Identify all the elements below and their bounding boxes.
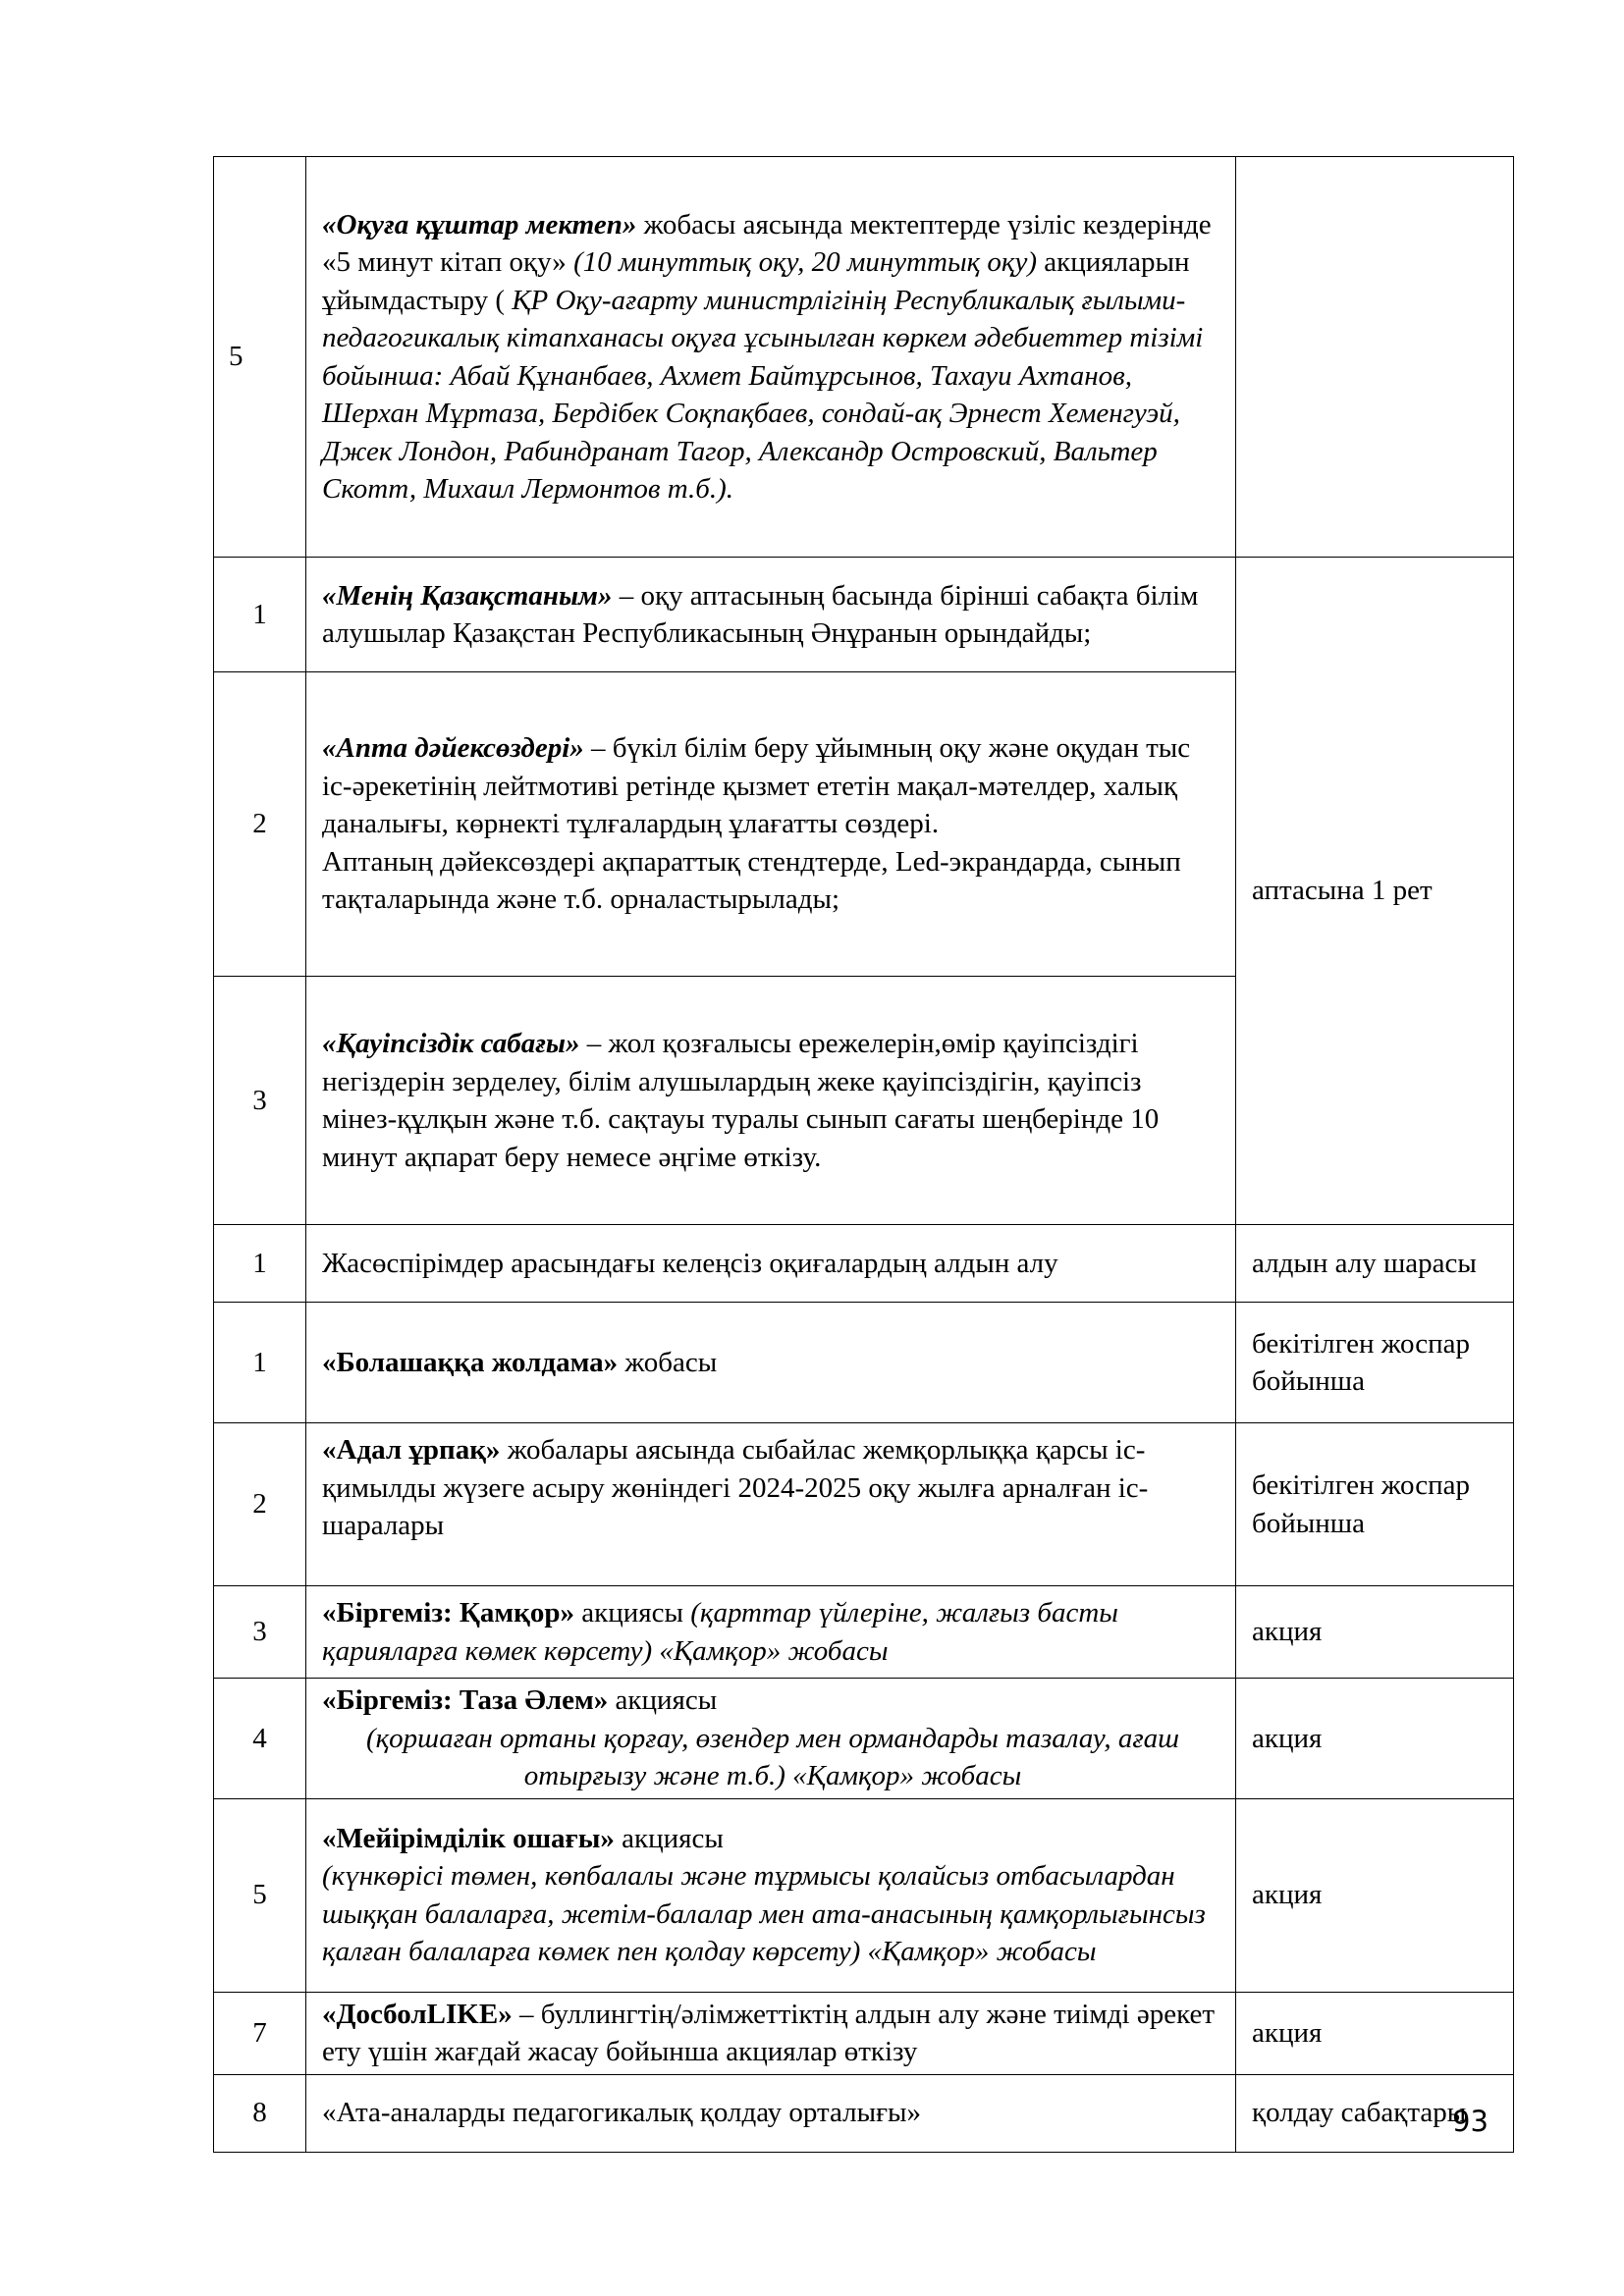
table-row [214,1586,1514,1679]
row-description [306,1679,1236,1799]
description-note: (10 минуттық оқу, 20 минуттық оқу) [573,246,1038,278]
description-text: жобасы аясында мектептерде үзіліс кездерінде «5 минут кітап оқу» [322,208,1212,278]
row-period: қолдау сабақтары [1236,2074,1514,2152]
row-period [1236,157,1514,558]
row-description [306,157,1236,558]
row-number: 4 [214,1679,306,1799]
row-number: 7 [214,1992,306,2074]
description-text: акцияларын ұйымдастыру ( [322,246,1190,316]
project-title: «Апта дәйексөздері» [322,732,584,765]
row-number: 3 [214,1586,306,1679]
activities-table [213,156,1514,2153]
description-text: жобалары аясында сыбайлас жемқорлыққа қарсы іс-қимылды жүзеге асыру жөніндегі 2024-2025 оқу жылға арналған іс-шаралары [322,1434,1149,1541]
description-note: ҚР Оқу-ағарту министрлігінің Республикалық ғылыми-педагогикалық кітапханасы оқуға ұсынылған көркем әдебиеттер тізімі бойынша: Абай Құнанбаев, Ахмет Байтұрсынов, Тахауи Ахтанов, Шерхан Мұртаза, Бердібек Соқпақбаев, сондай-ақ Эрнест Хеменгуэй, Джек Лондон, Рабиндранат Тагор, Александр Островский, Вальтер Скотт, Михаил Лермонтов т.б.). [322,284,1204,505]
row-period: бекітілген жоспар бойынша [1236,1423,1514,1586]
project-title: «Мейірімділік ошағы» [322,1822,615,1854]
row-description [306,1992,1236,2074]
row-description [306,558,1236,672]
description-text: «Ата-аналарды педагогикалық қолдау орталығы» [322,2097,922,2129]
row-description [306,1798,1236,1992]
row-number: 1 [214,1303,306,1423]
project-title: «Менің Қазақстаным» [322,579,613,612]
row-description [306,672,1236,977]
description-text: – бүкіл білім беру ұйымның оқу және оқудан тыс іс-әрекетінің лейтмотиві ретінде қызмет ететін мақал-мәтелдер, халық даналығы, көрнекті тұлғалардың ұлағатты сөздері. [322,732,1191,840]
description-text: акциясы [608,1684,718,1716]
row-period: бекітілген жоспар бойынша [1236,1303,1514,1423]
table-row [214,1423,1514,1586]
table-row [214,1992,1514,2074]
row-description [306,1225,1236,1303]
row-period: акция [1236,1992,1514,2074]
description-text: – буллингтің/әлімжеттіктің алдын алу және тиімді әрекет ету үшін жағдай жасау бойынша акциялар өткізу [322,1998,1215,2067]
description-text: – жол қозғалысы ережелерін,өмір қауіпсіздігі негіздерін зерделеу, білім алушылардың жеке қауіпсіздігін, қауіпсіз мінез-құлқын және т.б. сақтауы туралы сынып сағаты шеңберінде 10 минут ақпарат беру немесе әңгіме өткізу. [322,1028,1160,1173]
table-row [214,1303,1514,1423]
row-number: 1 [214,558,306,672]
row-number: 3 [214,977,306,1225]
row-description [306,977,1236,1225]
row-period: акция [1236,1798,1514,1992]
row-period: акция [1236,1586,1514,1679]
description-text: акциясы [574,1597,691,1629]
project-title: «Адал ұрпақ» [322,1434,501,1466]
row-number: 5 [214,1798,306,1992]
project-title: «ДосболLIKE» [322,1998,513,2030]
row-description [306,2074,1236,2152]
row-number: 1 [214,1225,306,1303]
table-row [214,2074,1514,2152]
table-row [214,1225,1514,1303]
row-number: 2 [214,1423,306,1586]
row-period: алдын алу шарасы [1236,1225,1514,1303]
project-title: «Біргеміз: Қамқор» [322,1597,575,1629]
project-title: «Болашаққа жолдама» [322,1346,619,1378]
description-text: – оқу аптасының басында бірінші сабақта білім алушылар Қазақстан Республикасының Әнұранын орындайды; [322,579,1199,649]
table-row [214,1679,1514,1799]
row-description [306,1423,1236,1586]
description-text: Аптаның дәйексөздері ақпараттық стендтерде, Led-экрандарда, сынып тақталарында және т.б. орналастырылады; [322,845,1181,916]
table-row [214,1798,1514,1992]
description-text: Жасөспірімдер арасындағы келеңсіз оқиғалардың алдын алу [322,1247,1058,1279]
row-description [306,1303,1236,1423]
description-note: (күнкөрісі төмен, көпбалалы және тұрмысы қолайсыз отбасылардан шыққан балаларға, жетім-балалар мен ата-анасының қамқорлығынсыз қалған балаларға көмек пен қолдау көрсету) «Қамқор» жобасы [322,1860,1206,1967]
project-title: «Қауіпсіздік сабағы» [322,1028,580,1059]
table-row [214,157,1514,558]
page-number: 93 [1452,2105,1489,2138]
table-row [214,558,1514,672]
description-text: акциясы [614,1822,724,1854]
description-text: жобасы [618,1346,718,1378]
row-number: 8 [214,2074,306,2152]
description-note: (қарттар үйлеріне, жалғыз басты қарияларға көмек көрсету) «Қамқор» жобасы [322,1597,1118,1667]
row-description [306,1586,1236,1679]
row-number: 2 [214,672,306,977]
row-number: 5 [214,157,306,558]
description-note: (қоршаған ортаны қорғау, өзендер мен ормандарды тазалау, ағаш отырғызу және т.б.) «Қамқор» жобасы [365,1722,1180,1791]
project-title: «Оқуға құштар мектеп» [322,208,637,240]
row-period: аптасына 1 рет [1236,558,1514,1225]
project-title: «Біргеміз: Таза Әлем» [322,1684,609,1716]
row-period: акция [1236,1679,1514,1799]
